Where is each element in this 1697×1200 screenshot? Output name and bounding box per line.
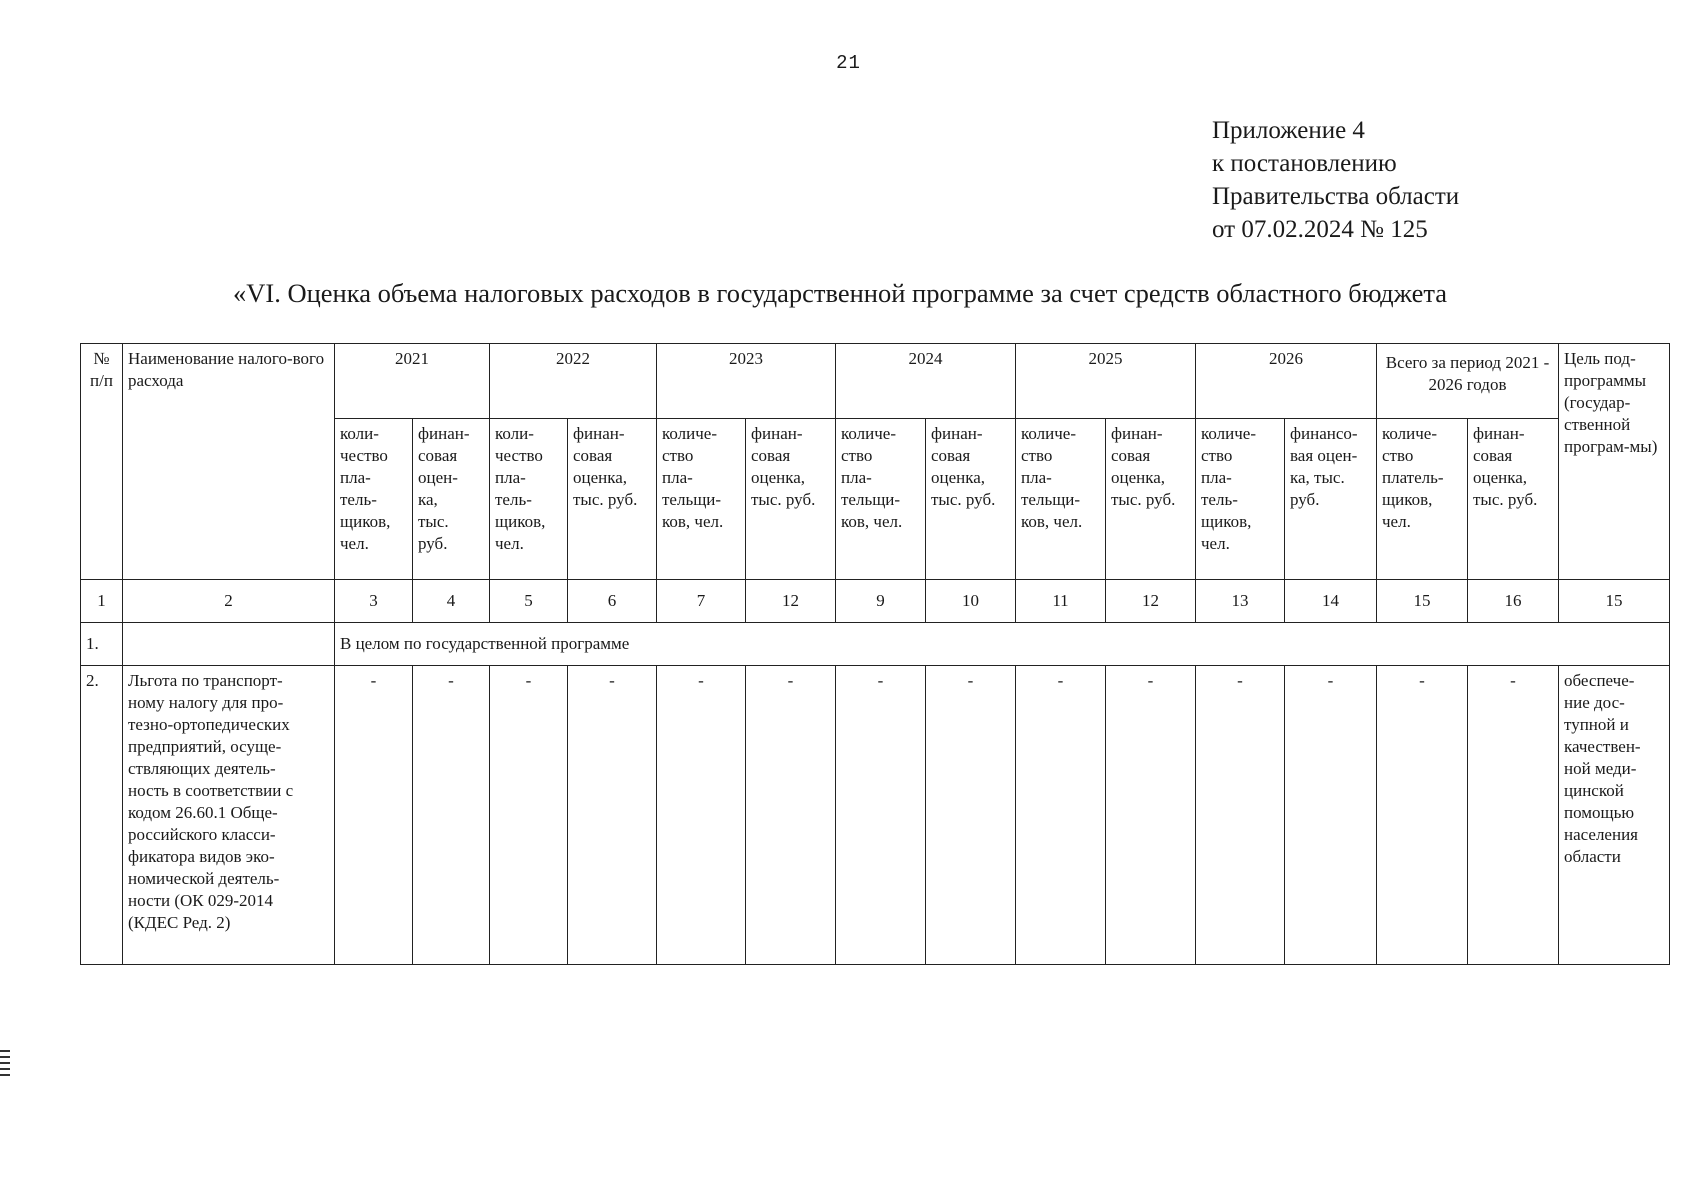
sub-header: финан- совая оценка, тыс. руб. [568, 419, 657, 580]
value-cell: - [1016, 666, 1106, 965]
appendix-line-1: Приложение 4 [1212, 117, 1365, 144]
sub-header: финан- совая оценка, тыс. руб. [1468, 419, 1559, 580]
sub-header: финан- совая оцен- ка, тыс. руб. [413, 419, 490, 580]
appendix-line-3: Правительства области [1212, 183, 1460, 210]
goal-header: Цель под-программы (государ-ственной програм-мы) [1559, 344, 1670, 580]
column-number: 2 [123, 580, 335, 623]
goal-cell: обеспече- ние дос- тупной и качествен- ной меди- цинской помощью населения области [1559, 666, 1670, 965]
value-cell: - [1106, 666, 1196, 965]
sub-header: финансо- вая оцен- ка, тыс. руб. [1285, 419, 1377, 580]
empty-cell [123, 623, 335, 666]
value-cell: - [1377, 666, 1468, 965]
sub-header: финан- совая оценка, тыс. руб. [746, 419, 836, 580]
column-number: 6 [568, 580, 657, 623]
value-cell: - [413, 666, 490, 965]
column-number: 5 [490, 580, 568, 623]
scan-edge-marks [0, 1050, 10, 1080]
column-number: 15 [1377, 580, 1468, 623]
table-row [81, 666, 1670, 965]
value-cell: - [1285, 666, 1377, 965]
sub-header: количе- ство пла- тель- щиков, чел. [1196, 419, 1285, 580]
document-title: «VI. Оценка объема налоговых расходов в государственной программе за счет средств областного бюджета [233, 278, 1448, 308]
column-number: 9 [836, 580, 926, 623]
appendix-block [1212, 114, 1459, 246]
value-cell: - [490, 666, 568, 965]
column-number: 11 [1016, 580, 1106, 623]
tax-expenditure-table [80, 343, 1670, 965]
sub-header: количе- ство платель- щиков, чел. [1377, 419, 1468, 580]
sub-header: количе- ство пла- тельщи- ков, чел. [657, 419, 746, 580]
value-cell: - [1196, 666, 1285, 965]
year-header: 2026 [1196, 344, 1377, 419]
row-number: 1. [81, 623, 123, 666]
column-number: 12 [746, 580, 836, 623]
value-cell: - [657, 666, 746, 965]
column-number: 16 [1468, 580, 1559, 623]
sub-header: финан- совая оценка, тыс. руб. [926, 419, 1016, 580]
sub-header: финан- совая оценка, тыс. руб. [1106, 419, 1196, 580]
value-cell: - [836, 666, 926, 965]
year-header: 2021 [335, 344, 490, 419]
column-number: 10 [926, 580, 1016, 623]
section-row [81, 623, 1670, 666]
year-header: 2022 [490, 344, 657, 419]
year-header: 2023 [657, 344, 836, 419]
tax-expenditure-name: Льгота по транспорт- ному налогу для про- тезно-ортопедических предприятий, осуще- ствляющих деятель- ность в соответствии с кодом 26.60.1 Обще- российского класси- фикатора видов эко- номической деятель- ности (ОК 029-2014 (КДЕС Ред. 2) [123, 666, 335, 965]
header-row-years [81, 344, 1670, 419]
page-number: 21 [836, 52, 861, 74]
row-number: 2. [81, 666, 123, 965]
column-number: 14 [1285, 580, 1377, 623]
sub-header: количе- ство пла- тельщи- ков, чел. [1016, 419, 1106, 580]
column-number: 3 [335, 580, 413, 623]
col-name-header: Наименование налого-вого расхода [123, 344, 335, 580]
sub-header: коли- чество пла- тель- щиков, чел. [335, 419, 413, 580]
column-number: 4 [413, 580, 490, 623]
column-number: 15 [1559, 580, 1670, 623]
column-number: 12 [1106, 580, 1196, 623]
column-number: 7 [657, 580, 746, 623]
value-cell: - [568, 666, 657, 965]
total-period-header: Всего за период 2021 - 2026 годов [1377, 344, 1559, 419]
section-title: В целом по государственной программе [335, 623, 1670, 666]
column-number: 13 [1196, 580, 1285, 623]
year-header: 2025 [1016, 344, 1196, 419]
year-header: 2024 [836, 344, 1016, 419]
value-cell: - [746, 666, 836, 965]
appendix-line-4: от 07.02.2024 № 125 [1212, 216, 1428, 243]
sub-header: количе- ство пла- тельщи- ков, чел. [836, 419, 926, 580]
value-cell: - [1468, 666, 1559, 965]
column-numbers-row [81, 580, 1670, 623]
column-number: 1 [81, 580, 123, 623]
sub-header: коли- чество пла- тель- щиков, чел. [490, 419, 568, 580]
value-cell: - [926, 666, 1016, 965]
value-cell: - [335, 666, 413, 965]
appendix-line-2: к постановлению [1212, 150, 1397, 177]
col-num-header: № п/п [81, 344, 123, 580]
